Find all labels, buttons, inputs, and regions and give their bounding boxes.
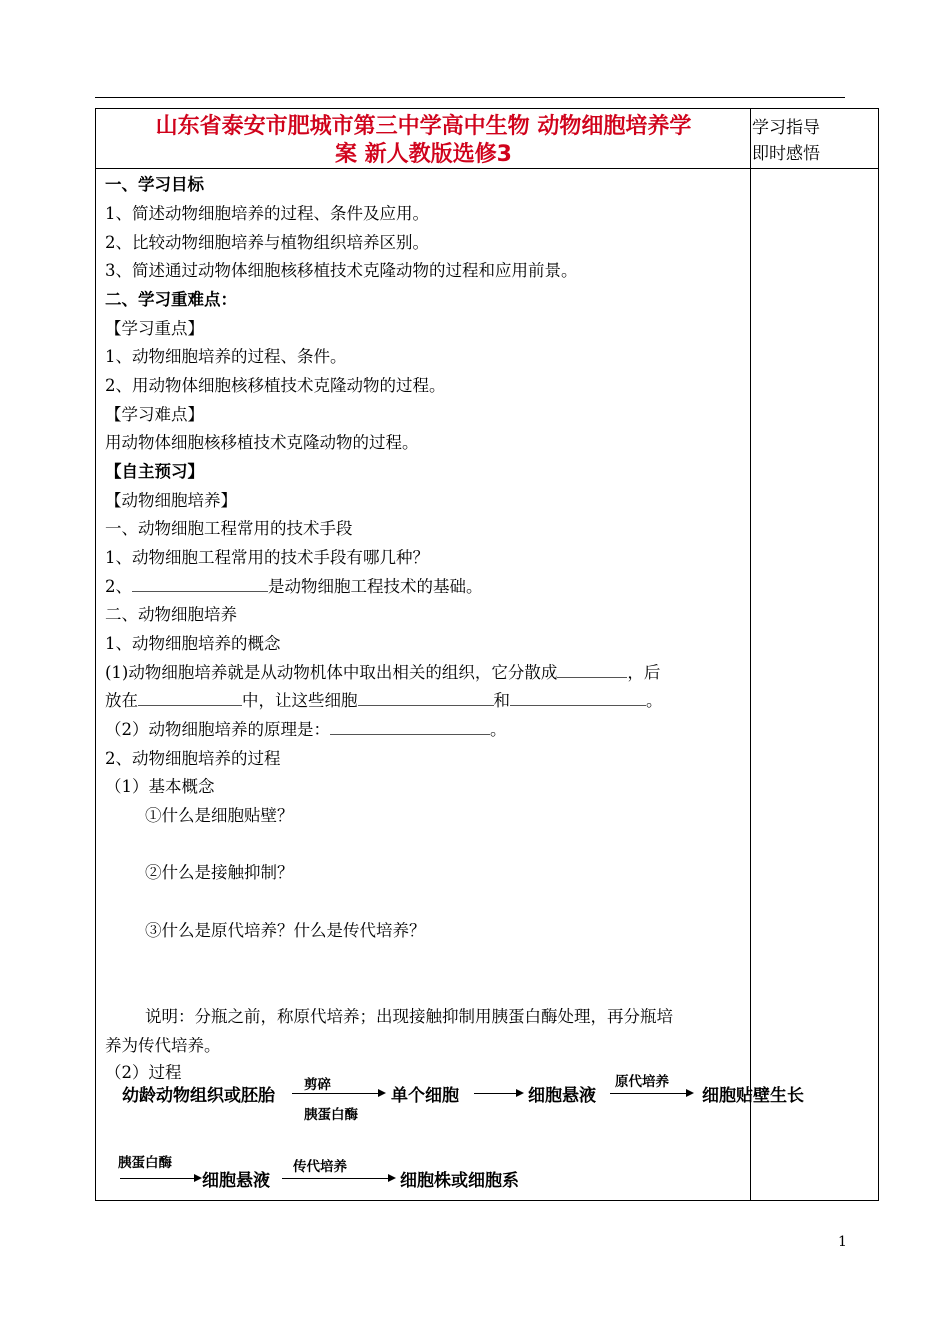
concept-line-1: (1)动物细胞培养就是从动物机体中取出相关的组织，它分散成 ，后 bbox=[105, 663, 661, 682]
question-primary-passage: ③什么是原代培养？什么是传代培养？ bbox=[145, 921, 426, 940]
flow-label-passage: 传代培养 bbox=[293, 1159, 347, 1175]
fill-blank[interactable] bbox=[358, 691, 494, 706]
subheading-difficulty: 【学习难点】 bbox=[105, 405, 204, 424]
subheading-focus: 【学习重点】 bbox=[105, 319, 204, 338]
flow-node-adherent-growth: 细胞贴壁生长 bbox=[702, 1086, 804, 1106]
process-flow-heading: （2）过程 bbox=[105, 1063, 182, 1082]
fill-blank[interactable] bbox=[510, 691, 646, 706]
flow-arrow bbox=[474, 1093, 522, 1094]
topic-cell-culture: 二、动物细胞培养 bbox=[105, 605, 237, 624]
document-title bbox=[101, 113, 746, 169]
goal-item-2: 2、比较动物细胞培养与植物组织培养区别。 bbox=[105, 233, 429, 252]
fill-blank[interactable] bbox=[557, 663, 627, 678]
basic-concepts-heading: （1）基本概念 bbox=[105, 777, 215, 796]
question-adherence: ①什么是细胞贴壁？ bbox=[145, 806, 294, 825]
flow-label-mince: 剪碎 bbox=[304, 1077, 331, 1093]
flow-node-suspension: 细胞悬液 bbox=[528, 1086, 596, 1106]
flow-arrow bbox=[282, 1178, 394, 1179]
goal-item-1: 1、简述动物细胞培养的过程、条件及应用。 bbox=[105, 204, 429, 223]
section-heading-key-points: 二、学习重难点： bbox=[105, 290, 237, 309]
header-rule bbox=[95, 97, 845, 98]
difficulty-item: 用动物体细胞核移植技术克隆动物的过程。 bbox=[105, 433, 419, 452]
page-number: 1 bbox=[838, 1234, 847, 1250]
concept-heading: 1、动物细胞培养的概念 bbox=[105, 634, 281, 653]
question-basis: 2、 是动物细胞工程技术的基础。 bbox=[105, 577, 483, 596]
note-line-1: 说明：分瓶之前，称原代培养；出现接触抑制用胰蛋白酶处理，再分瓶培 bbox=[145, 1007, 673, 1026]
flow-node-suspension-2: 细胞悬液 bbox=[202, 1171, 270, 1191]
note-line-2: 养为传代培养。 bbox=[105, 1036, 221, 1055]
principle-line: （2）动物细胞培养的原理是： 。 bbox=[105, 720, 507, 739]
fill-blank[interactable] bbox=[330, 720, 490, 735]
topic-techniques: 一、动物细胞工程常用的技术手段 bbox=[105, 519, 353, 538]
flow-label-primary: 原代培养 bbox=[615, 1074, 669, 1090]
title-line-2: 案 新人教版选修3 bbox=[335, 142, 512, 167]
focus-item-2: 2、用动物体细胞核移植技术克隆动物的过程。 bbox=[105, 376, 446, 395]
subheading-cell-culture: 【动物细胞培养】 bbox=[105, 491, 237, 510]
fill-blank[interactable] bbox=[138, 691, 242, 706]
flow-arrow bbox=[610, 1093, 692, 1094]
goal-item-3: 3、简述通过动物体细胞核移植技术克隆动物的过程和应用前景。 bbox=[105, 261, 578, 280]
flow-label-trypsin: 胰蛋白酶 bbox=[304, 1107, 358, 1123]
lesson-table bbox=[95, 108, 879, 1201]
side-column-header bbox=[752, 115, 820, 167]
concept-line-2: 放在 中，让这些细胞 和 。 bbox=[105, 691, 663, 710]
flow-arrow bbox=[120, 1178, 200, 1179]
focus-item-1: 1、动物细胞培养的过程、条件。 bbox=[105, 347, 347, 366]
side-label-notes: 即时感悟 bbox=[752, 144, 820, 164]
column-divider bbox=[750, 109, 751, 1200]
question-contact-inhibition: ②什么是接触抑制？ bbox=[145, 863, 294, 882]
flow-node-cell-line: 细胞株或细胞系 bbox=[400, 1171, 519, 1191]
title-line-1: 山东省泰安市肥城市第三中学高中生物 动物细胞培养学 bbox=[155, 114, 692, 139]
question-techniques: 1、动物细胞工程常用的技术手段有哪几种？ bbox=[105, 548, 429, 567]
flow-node-single-cell: 单个细胞 bbox=[391, 1086, 459, 1106]
fill-blank[interactable] bbox=[132, 577, 268, 592]
side-label-guide: 学习指导 bbox=[752, 118, 820, 138]
process-heading: 2、动物细胞培养的过程 bbox=[105, 749, 281, 768]
flow-arrow bbox=[292, 1093, 384, 1094]
section-heading-preview: 【自主预习】 bbox=[105, 462, 204, 481]
flow-node-tissue: 幼龄动物组织或胚胎 bbox=[122, 1086, 275, 1106]
flow-label-trypsin-2: 胰蛋白酶 bbox=[118, 1155, 172, 1171]
section-heading-goals: 一、学习目标 bbox=[105, 175, 204, 194]
